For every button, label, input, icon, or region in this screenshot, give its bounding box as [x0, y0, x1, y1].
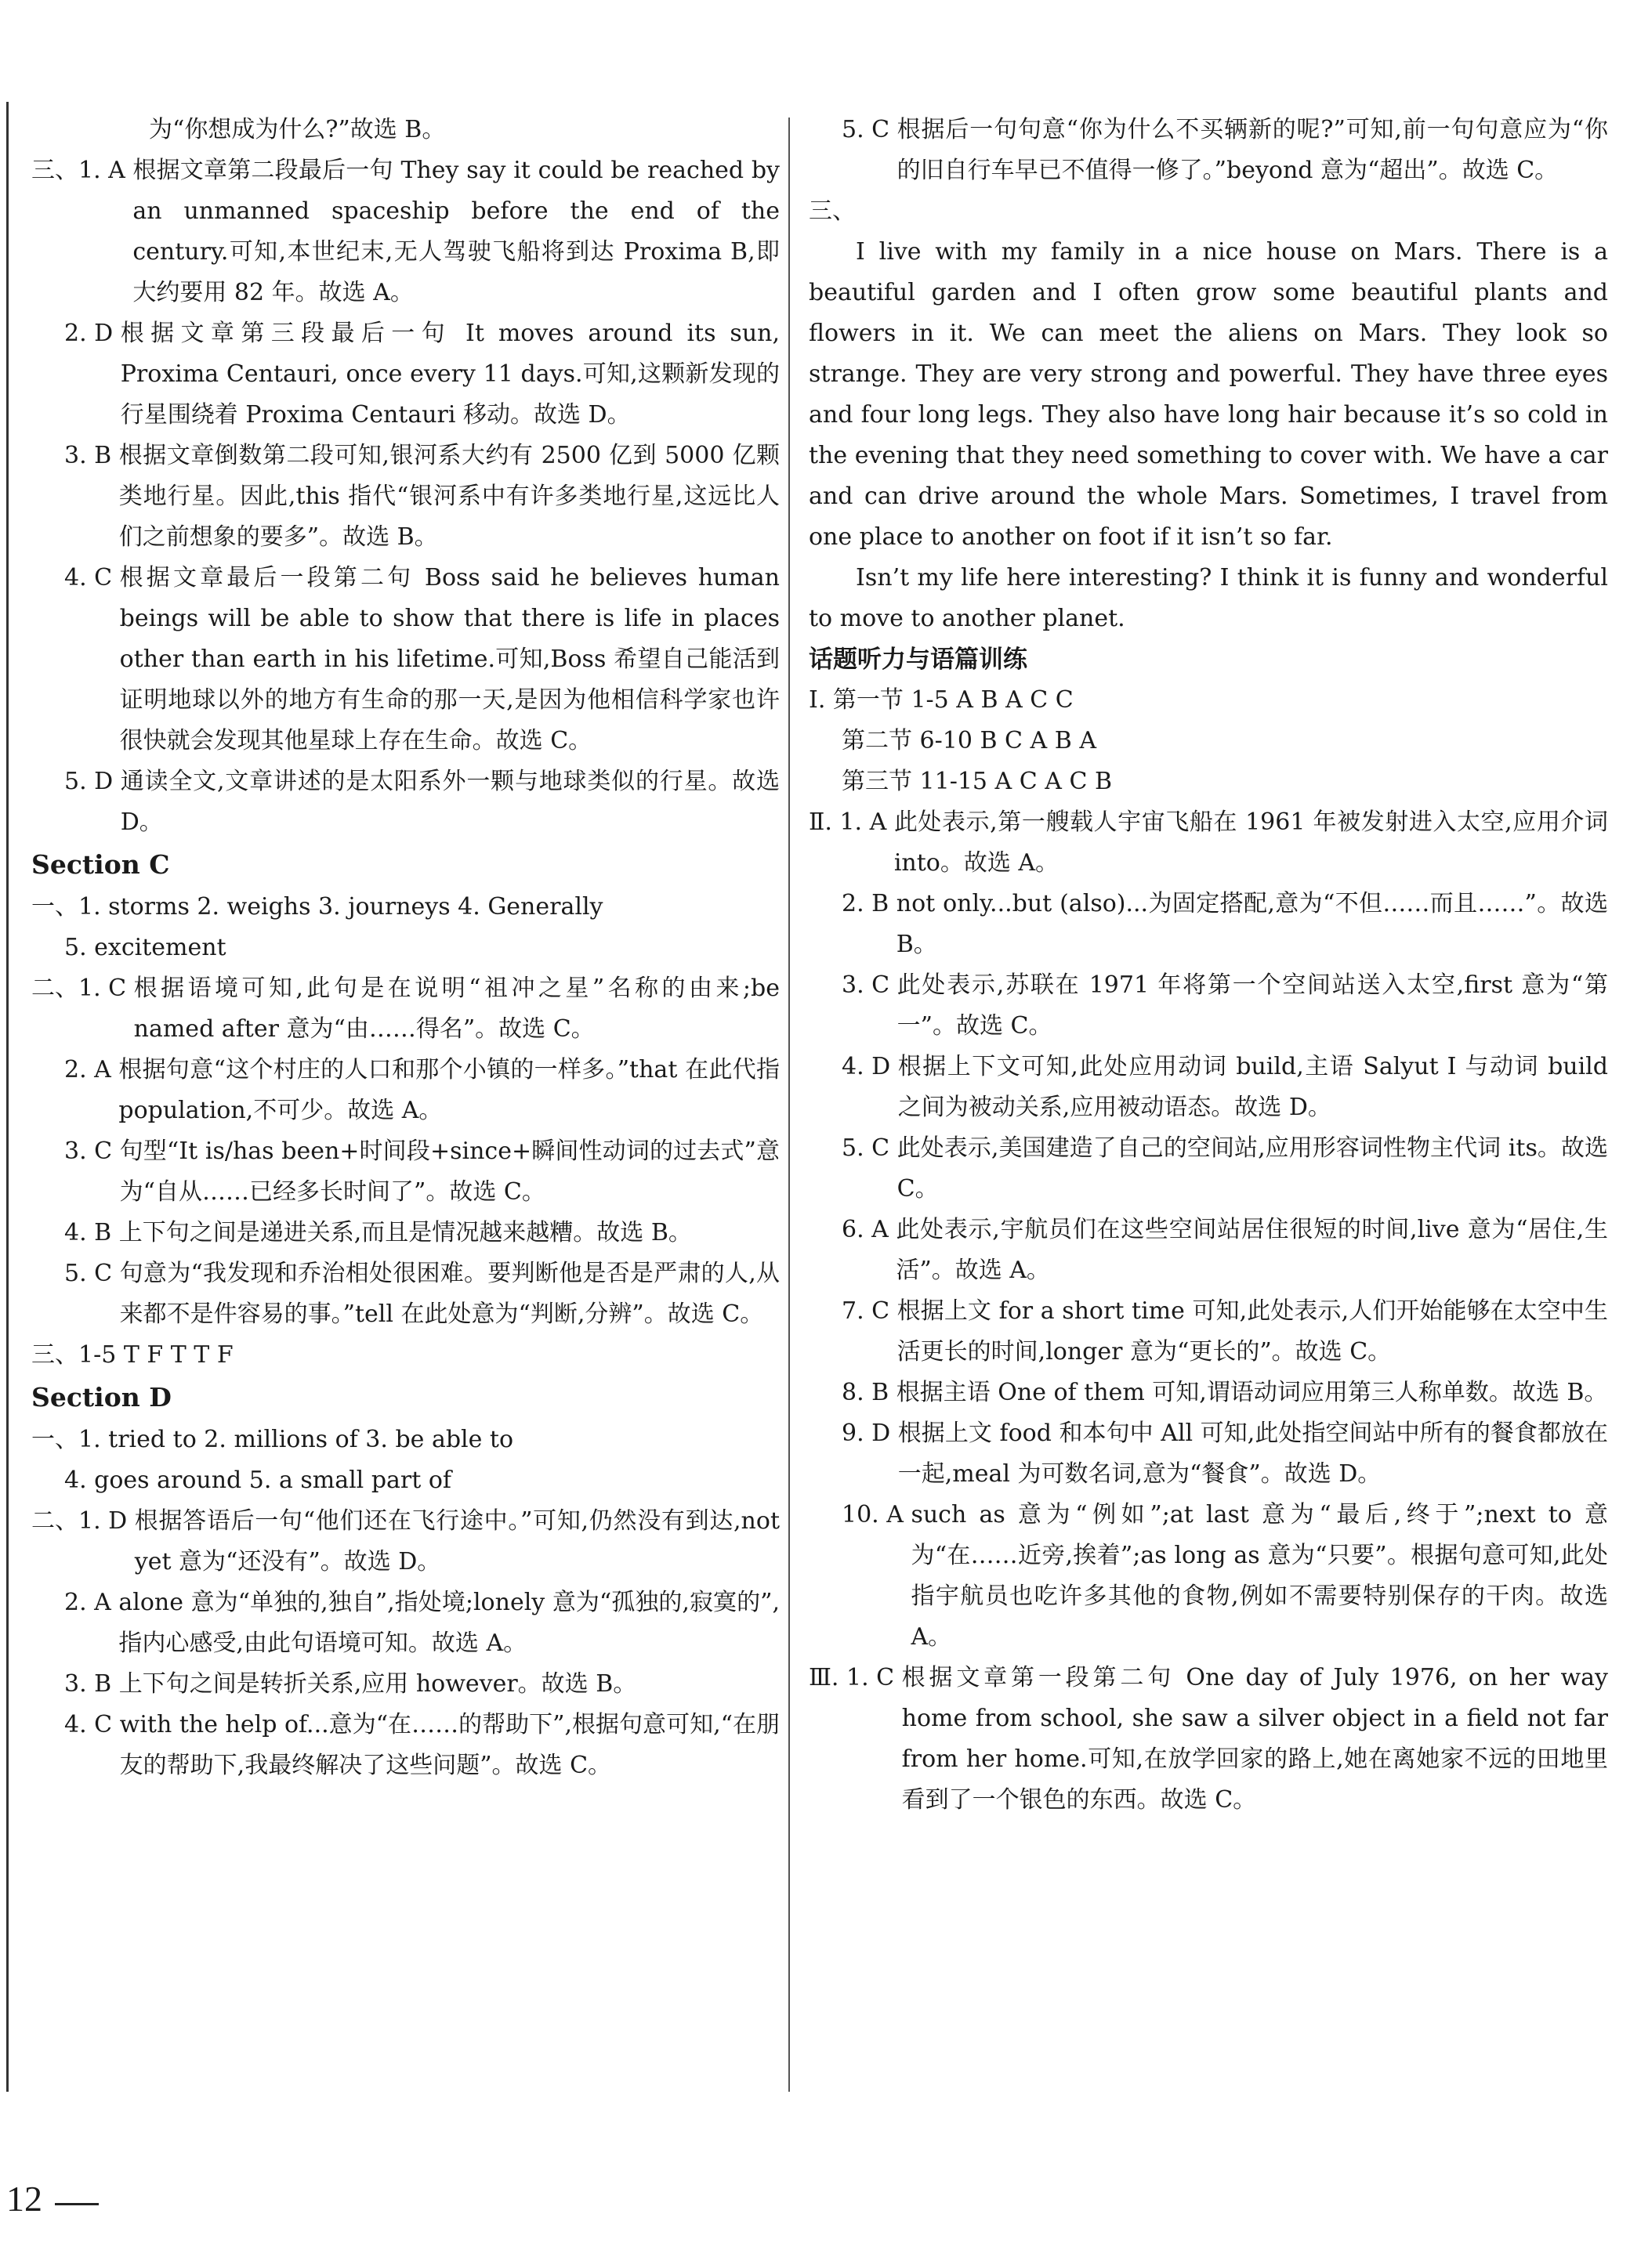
- answer-item: [809, 802, 1608, 884]
- answer-explanation: 此处表示,苏联在 1971 年将第一个空间站送入太空,first 意为“第一”。故选 C。: [896, 971, 1608, 1040]
- answer-number: Ⅲ. 1. C: [809, 1664, 902, 1691]
- column-divider: [788, 118, 790, 2092]
- answer-continuation: 为“你想成为什么?”故选 B。: [149, 116, 446, 143]
- answer-line: 第三节 11-15 A C A C B: [842, 768, 1112, 795]
- answer-explanation: 根据句意“这个村庄的人口和那个小镇的一样多。”that 在此代指 population,不可少。故选 A。: [118, 1056, 780, 1124]
- answer-item: [31, 1253, 780, 1335]
- answer-item: [809, 1658, 1608, 1821]
- answer-number: 5. C: [842, 1134, 897, 1162]
- answer-line: 5. excitement: [64, 934, 226, 961]
- answer-item: [31, 1501, 780, 1583]
- answer-item: [809, 1210, 1608, 1291]
- answer-explanation: 根据文章第三段最后一句 It moves around its sun, Proxima Centauri, once every 11 days.可知,这颗新发现的行星围绕着 Proxima Centauri 移动。故选 D。: [120, 320, 780, 429]
- answer-number: 2. B: [842, 890, 896, 917]
- answer-explanation: not only...but (also)...为固定搭配,意为“不但……而且……”。故选 B。: [896, 890, 1608, 958]
- answer-number: 10. A: [842, 1501, 911, 1528]
- answer-number: 4. C: [64, 1711, 120, 1738]
- answer-item: [31, 150, 780, 313]
- answer-explanation: 通读全文,文章讲述的是太阳系外一颗与地球类似的行星。故选 D。: [120, 768, 780, 836]
- answer-item: [809, 1413, 1608, 1495]
- essay-paragraph: Isn’t my life here interesting? I think it is funny and wonderful to move to another planet.: [809, 564, 1608, 632]
- answer-item: [809, 110, 1608, 191]
- answer-item: [31, 436, 780, 558]
- answer-item: [31, 1583, 780, 1664]
- section-heading: Section C: [31, 849, 170, 880]
- answer-number: 5. D: [64, 768, 121, 795]
- answer-item: [809, 1128, 1608, 1210]
- answer-item: [31, 1664, 780, 1705]
- answer-number: 2. A: [64, 1589, 119, 1616]
- essay-paragraph: I live with my family in a nice house on Mars. There is a beautiful garden and I often grow some beautiful plants and flowers in it. We can meet the aliens on Mars. They look so strange. They are very strong and powerful. They have three eyes and four long legs. They also have long hair because it’s so cold in the evening that they need something to cover with. We have a car and can drive around the whole Mars. Sometimes, I travel from one place to another on foot if it isn’t so far.: [809, 238, 1608, 551]
- answer-number: 6. A: [842, 1216, 896, 1243]
- answer-number: 3. B: [64, 442, 119, 469]
- answer-item: [31, 1705, 780, 1786]
- answer-item: [809, 1047, 1608, 1128]
- answer-item: [31, 1050, 780, 1131]
- answer-line: Ⅰ. 第一节 1-5 A B A C C: [809, 686, 1074, 714]
- answer-item: [809, 884, 1608, 965]
- answer-item: [31, 558, 780, 761]
- answer-explanation: 根据语境可知,此句是在说明“祖冲之星”名称的由来;be named after 意为“由……得名”。故选 C。: [133, 975, 780, 1043]
- answer-number: 二、1. C: [31, 975, 134, 1002]
- answer-explanation: 根据上文 for a short time 可知,此处表示,人们开始能够在太空中生活更长的时间,longer 意为“更长的”。故选 C。: [896, 1297, 1608, 1366]
- left-margin-rule: [6, 102, 9, 2092]
- answer-explanation: 此处表示,美国建造了自己的空间站,应用形容词性物主代词 its。故选 C。: [896, 1134, 1608, 1203]
- answer-item: [809, 1373, 1608, 1413]
- answer-item: [31, 968, 780, 1050]
- answer-number: 4. C: [64, 564, 120, 591]
- answer-number: 2. D: [64, 320, 121, 347]
- answer-number: 9. D: [842, 1420, 898, 1447]
- section-heading: Section D: [31, 1382, 172, 1413]
- topic-heading: 话题听力与语篇训练: [809, 646, 1027, 674]
- answer-explanation: 句意为“我发现和乔治相处很困难。要判断他是否是严肃的人,从来都不是件容易的事。”tell 在此处意为“判断,分辨”。故选 C。: [119, 1260, 780, 1328]
- answer-number: Ⅱ. 1. A: [809, 808, 894, 836]
- answer-number: 4. D: [842, 1053, 898, 1080]
- answer-line: 三、1-5 T F T T F: [31, 1341, 234, 1369]
- answer-explanation: alone 意为“单独的,独自”,指处境;lonely 意为“孤独的,寂寞的”,指内心感受,由此句语境可知。故选 A。: [118, 1589, 780, 1657]
- answer-line: 4. goes around 5. a small part of: [64, 1467, 452, 1494]
- answer-item: [31, 761, 780, 843]
- answer-item: [31, 313, 780, 436]
- answer-number: 5. C: [64, 1260, 120, 1287]
- answer-line: 三、: [809, 197, 856, 225]
- answer-number: 8. B: [842, 1379, 896, 1406]
- answer-number: 三、1. A: [31, 157, 133, 184]
- answer-explanation: with the help of...意为“在……的帮助下”,根据句意可知,“在朋友的帮助下,我最终解决了这些问题”。故选 C。: [119, 1711, 780, 1779]
- answer-explanation: such as 意为“例如”;at last 意为“最后,终于”;next to 意为“在……近旁,挨着”;as long as 意为“只要”。根据句意可知,此处指宇航员也吃许多其他的食物,例如不需要特别保存的干肉。故选 A。: [911, 1501, 1608, 1651]
- right-column: [809, 110, 1608, 1821]
- answer-explanation: 此处表示,第一艘载人宇宙飞船在 1961 年被发射进入太空,应用介词 into。故选 A。: [893, 808, 1608, 877]
- answer-item: [809, 1291, 1608, 1373]
- answer-explanation: 上下句之间是递进关系,而且是情况越来越糟。故选 B。: [118, 1219, 692, 1246]
- answer-item: [809, 1495, 1608, 1658]
- answer-number: 5. C: [842, 116, 897, 143]
- answer-explanation: 此处表示,宇航员们在这些空间站居住很短的时间,live 意为“居住,生活”。故选 A。: [896, 1216, 1608, 1284]
- answer-number: 4. B: [64, 1219, 119, 1246]
- answer-item: [809, 965, 1608, 1047]
- answer-line: 第二节 6-10 B C A B A: [842, 727, 1096, 754]
- answer-explanation: 上下句之间是转折关系,应用 however。故选 B。: [118, 1670, 637, 1698]
- answer-explanation: 根据文章倒数第二段可知,银河系大约有 2500 亿到 5000 亿颗类地行星。因此,this 指代“银河系中有许多类地行星,这远比人们之前想象的要多”。故选 B。: [118, 442, 780, 551]
- left-column: [31, 110, 780, 1786]
- answer-item: [31, 1131, 780, 1213]
- answer-explanation: 根据文章第二段最后一句 They say it could be reached by an unmanned spaceship before the end of the century.可知,本世纪末,无人驾驶飞船将到达 Proxima B,即大约要用 82 年。故选 A。: [132, 157, 780, 306]
- page-number-rule: [55, 2203, 99, 2205]
- page-number: 12: [6, 2179, 42, 2219]
- answer-number: 7. C: [842, 1297, 897, 1325]
- answer-explanation: 句型“It is/has been+时间段+since+瞬间性动词的过去式”意为“自从……已经多长时间了”。故选 C。: [119, 1138, 780, 1206]
- answer-line: 一、1. storms 2. weighs 3. journeys 4. Generally: [31, 893, 603, 921]
- answer-number: 二、1. D: [31, 1507, 135, 1535]
- answer-explanation: 根据后一句句意“你为什么不买辆新的呢?”可知,前一句句意应为“你的旧自行车早已不值得一修了。”beyond 意为“超出”。故选 C。: [896, 116, 1608, 184]
- answer-explanation: 根据文章第一段第二句 One day of July 1976, on her way home from school, she saw a silver object in a field not far from her home.可知,在放学回家的路上,她在离她家不远的田地里看到了一个银色的东西。故选 C。: [901, 1664, 1608, 1814]
- answer-line: 一、1. tried to 2. millions of 3. be able to: [31, 1426, 514, 1453]
- answer-explanation: 根据上文 food 和本句中 All 可知,此处指空间站中所有的餐食都放在一起,meal 为可数名词,意为“餐食”。故选 D。: [897, 1420, 1608, 1488]
- answer-number: 3. C: [842, 971, 897, 999]
- answer-number: 2. A: [64, 1056, 119, 1083]
- answer-explanation: 根据上下文可知,此处应用动词 build,主语 Salyut I 与动词 build 之间为被动关系,应用被动语态。故选 D。: [897, 1053, 1608, 1121]
- answer-explanation: 根据文章最后一段第二句 Boss said he believes human beings will be able to show that there is life in places other than earth in his lifetime.可知,Boss 希望自己能活到证明地球以外的地方有生命的那一天,是因为他相信科学家也许很快就会发现其他星球上存在生命。故选 C。: [119, 564, 780, 754]
- answer-number: 3. C: [64, 1138, 120, 1165]
- answer-explanation: 根据答语后一句“他们还在飞行途中。”可知,仍然没有到达,not yet 意为“还没有”。故选 D。: [134, 1507, 780, 1575]
- answer-item: [31, 1213, 780, 1253]
- answer-explanation: 根据主语 One of them 可知,谓语动词应用第三人称单数。故选 B。: [896, 1379, 1608, 1406]
- answer-number: 3. B: [64, 1670, 119, 1698]
